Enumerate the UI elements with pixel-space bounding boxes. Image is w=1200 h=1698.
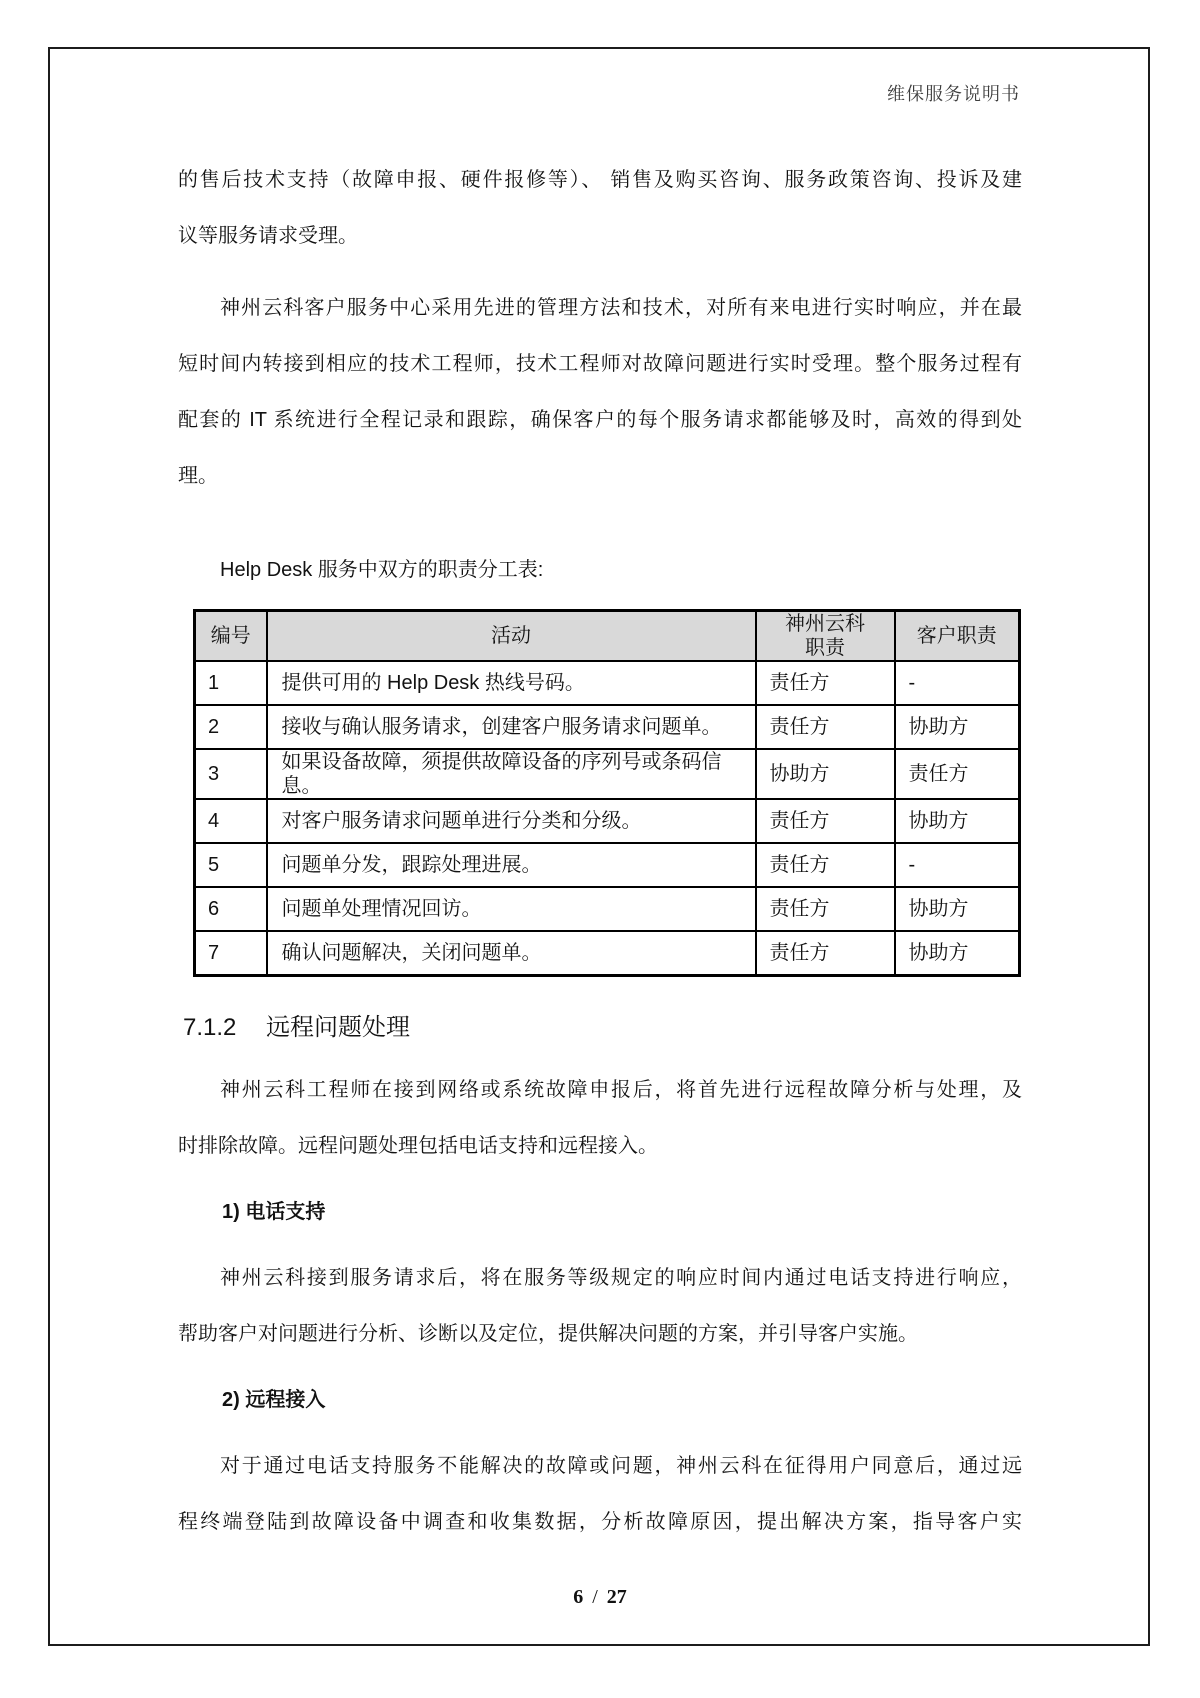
cell-dcits: 责任方 xyxy=(756,705,895,749)
cell-no: 2 xyxy=(195,705,267,749)
table-row xyxy=(195,887,1020,931)
table-row xyxy=(195,661,1020,705)
section-heading-712 xyxy=(178,1010,1022,1046)
paragraph-service-center xyxy=(178,280,1022,504)
cell-activity: 确认问题解决，关闭问题单。 xyxy=(267,931,756,976)
cell-no: 7 xyxy=(195,931,267,976)
paragraph-remote-handling xyxy=(178,1062,1022,1174)
cell-dcits: 责任方 xyxy=(756,931,895,976)
text-line: 神州云科客户服务中心采用先进的管理方法和技术，对所有来电进行实时响应，并在最 xyxy=(220,297,1022,319)
cell-dcits: 责任方 xyxy=(756,887,895,931)
table-row xyxy=(195,931,1020,976)
cell-no: 1 xyxy=(195,661,267,705)
cell-customer: 协助方 xyxy=(895,887,1020,931)
text-line: 神州云科工程师在接到网络或系统故障申报后，将首先进行远程故障分析与处理，及 xyxy=(220,1079,1022,1101)
cell-activity: 提供可用的 Help Desk 热线号码。 xyxy=(267,661,756,705)
text-line: 配套的 IT 系统进行全程记录和跟踪，确保客户的每个服务请求都能够及时，高效的得到处 xyxy=(178,409,1022,431)
col-header-activity: 活动 xyxy=(267,611,756,662)
page-number-separator: / xyxy=(592,1586,598,1608)
table-header-row xyxy=(195,611,1020,662)
text-line: 的售后技术支持（故障申报、硬件报修等）、 销售及购买咨询、服务政策咨询、投诉及建 xyxy=(178,169,1022,191)
cell-customer: - xyxy=(895,843,1020,887)
page-number-current: 6 xyxy=(573,1586,584,1608)
text-line: 议等服务请求受理。 xyxy=(178,225,358,247)
col-header-no: 编号 xyxy=(195,611,267,662)
section-number: 7.1.2 xyxy=(183,1014,237,1041)
table-row xyxy=(195,749,1020,799)
page-footer xyxy=(0,1582,1200,1612)
item-remote-access: 2) 远程接入 xyxy=(222,1389,326,1411)
paragraph-service-requests xyxy=(178,152,1022,264)
col-header-customer-responsibility: 客户职责 xyxy=(895,611,1020,662)
text-line: 理。 xyxy=(178,465,218,487)
paragraph-remote-access xyxy=(178,1438,1022,1550)
cell-activity: 如果设备故障，须提供故障设备的序列号或条码信息。 xyxy=(267,749,756,799)
table-intro-line: Help Desk 服务中双方的职责分工表: xyxy=(220,559,544,581)
helpdesk-responsibility-table xyxy=(193,609,1021,977)
cell-no: 4 xyxy=(195,799,267,843)
cell-customer: 协助方 xyxy=(895,931,1020,976)
text-line: 帮助客户对问题进行分析、诊断以及定位，提供解决问题的方案，并引导客户实施。 xyxy=(178,1323,918,1345)
cell-customer: 协助方 xyxy=(895,705,1020,749)
table-row xyxy=(195,705,1020,749)
cell-activity: 问题单分发，跟踪处理进展。 xyxy=(267,843,756,887)
cell-no: 6 xyxy=(195,887,267,931)
section-title: 远程问题处理 xyxy=(266,1014,410,1041)
cell-no: 5 xyxy=(195,843,267,887)
header-doc-title: 维保服务说明书 xyxy=(887,84,1020,104)
cell-activity: 接收与确认服务请求，创建客户服务请求问题单。 xyxy=(267,705,756,749)
text-line: 神州云科接到服务请求后，将在服务等级规定的响应时间内通过电话支持进行响应， xyxy=(220,1267,1022,1289)
text-line: 短时间内转接到相应的技术工程师，技术工程师对故障问题进行实时受理。整个服务过程有 xyxy=(178,353,1022,375)
cell-dcits: 责任方 xyxy=(756,799,895,843)
page-number-total: 27 xyxy=(606,1586,627,1608)
cell-customer: 协助方 xyxy=(895,799,1020,843)
text-line: 对于通过电话支持服务不能解决的故障或问题，神州云科在征得用户同意后，通过远 xyxy=(220,1455,1022,1477)
cell-activity: 问题单处理情况回访。 xyxy=(267,887,756,931)
item-phone-support: 1) 电话支持 xyxy=(222,1201,326,1223)
text-line: 程终端登陆到故障设备中调查和收集数据，分析故障原因，提出解决方案，指导客户实 xyxy=(178,1511,1022,1533)
page-content xyxy=(178,152,1022,1550)
col-header-dcits-line1: 神州云科 xyxy=(785,613,865,635)
cell-customer: - xyxy=(895,661,1020,705)
paragraph-phone-support xyxy=(178,1250,1022,1362)
text-line: 时排除故障。远程问题处理包括电话支持和远程接入。 xyxy=(178,1135,658,1157)
cell-dcits: 责任方 xyxy=(756,843,895,887)
table-row xyxy=(195,799,1020,843)
col-header-dcits-responsibility xyxy=(756,611,895,662)
table-row xyxy=(195,843,1020,887)
cell-activity: 对客户服务请求问题单进行分类和分级。 xyxy=(267,799,756,843)
cell-dcits: 协助方 xyxy=(756,749,895,799)
cell-no: 3 xyxy=(195,749,267,799)
cell-dcits: 责任方 xyxy=(756,661,895,705)
cell-customer: 责任方 xyxy=(895,749,1020,799)
col-header-dcits-line2: 职责 xyxy=(805,637,845,659)
